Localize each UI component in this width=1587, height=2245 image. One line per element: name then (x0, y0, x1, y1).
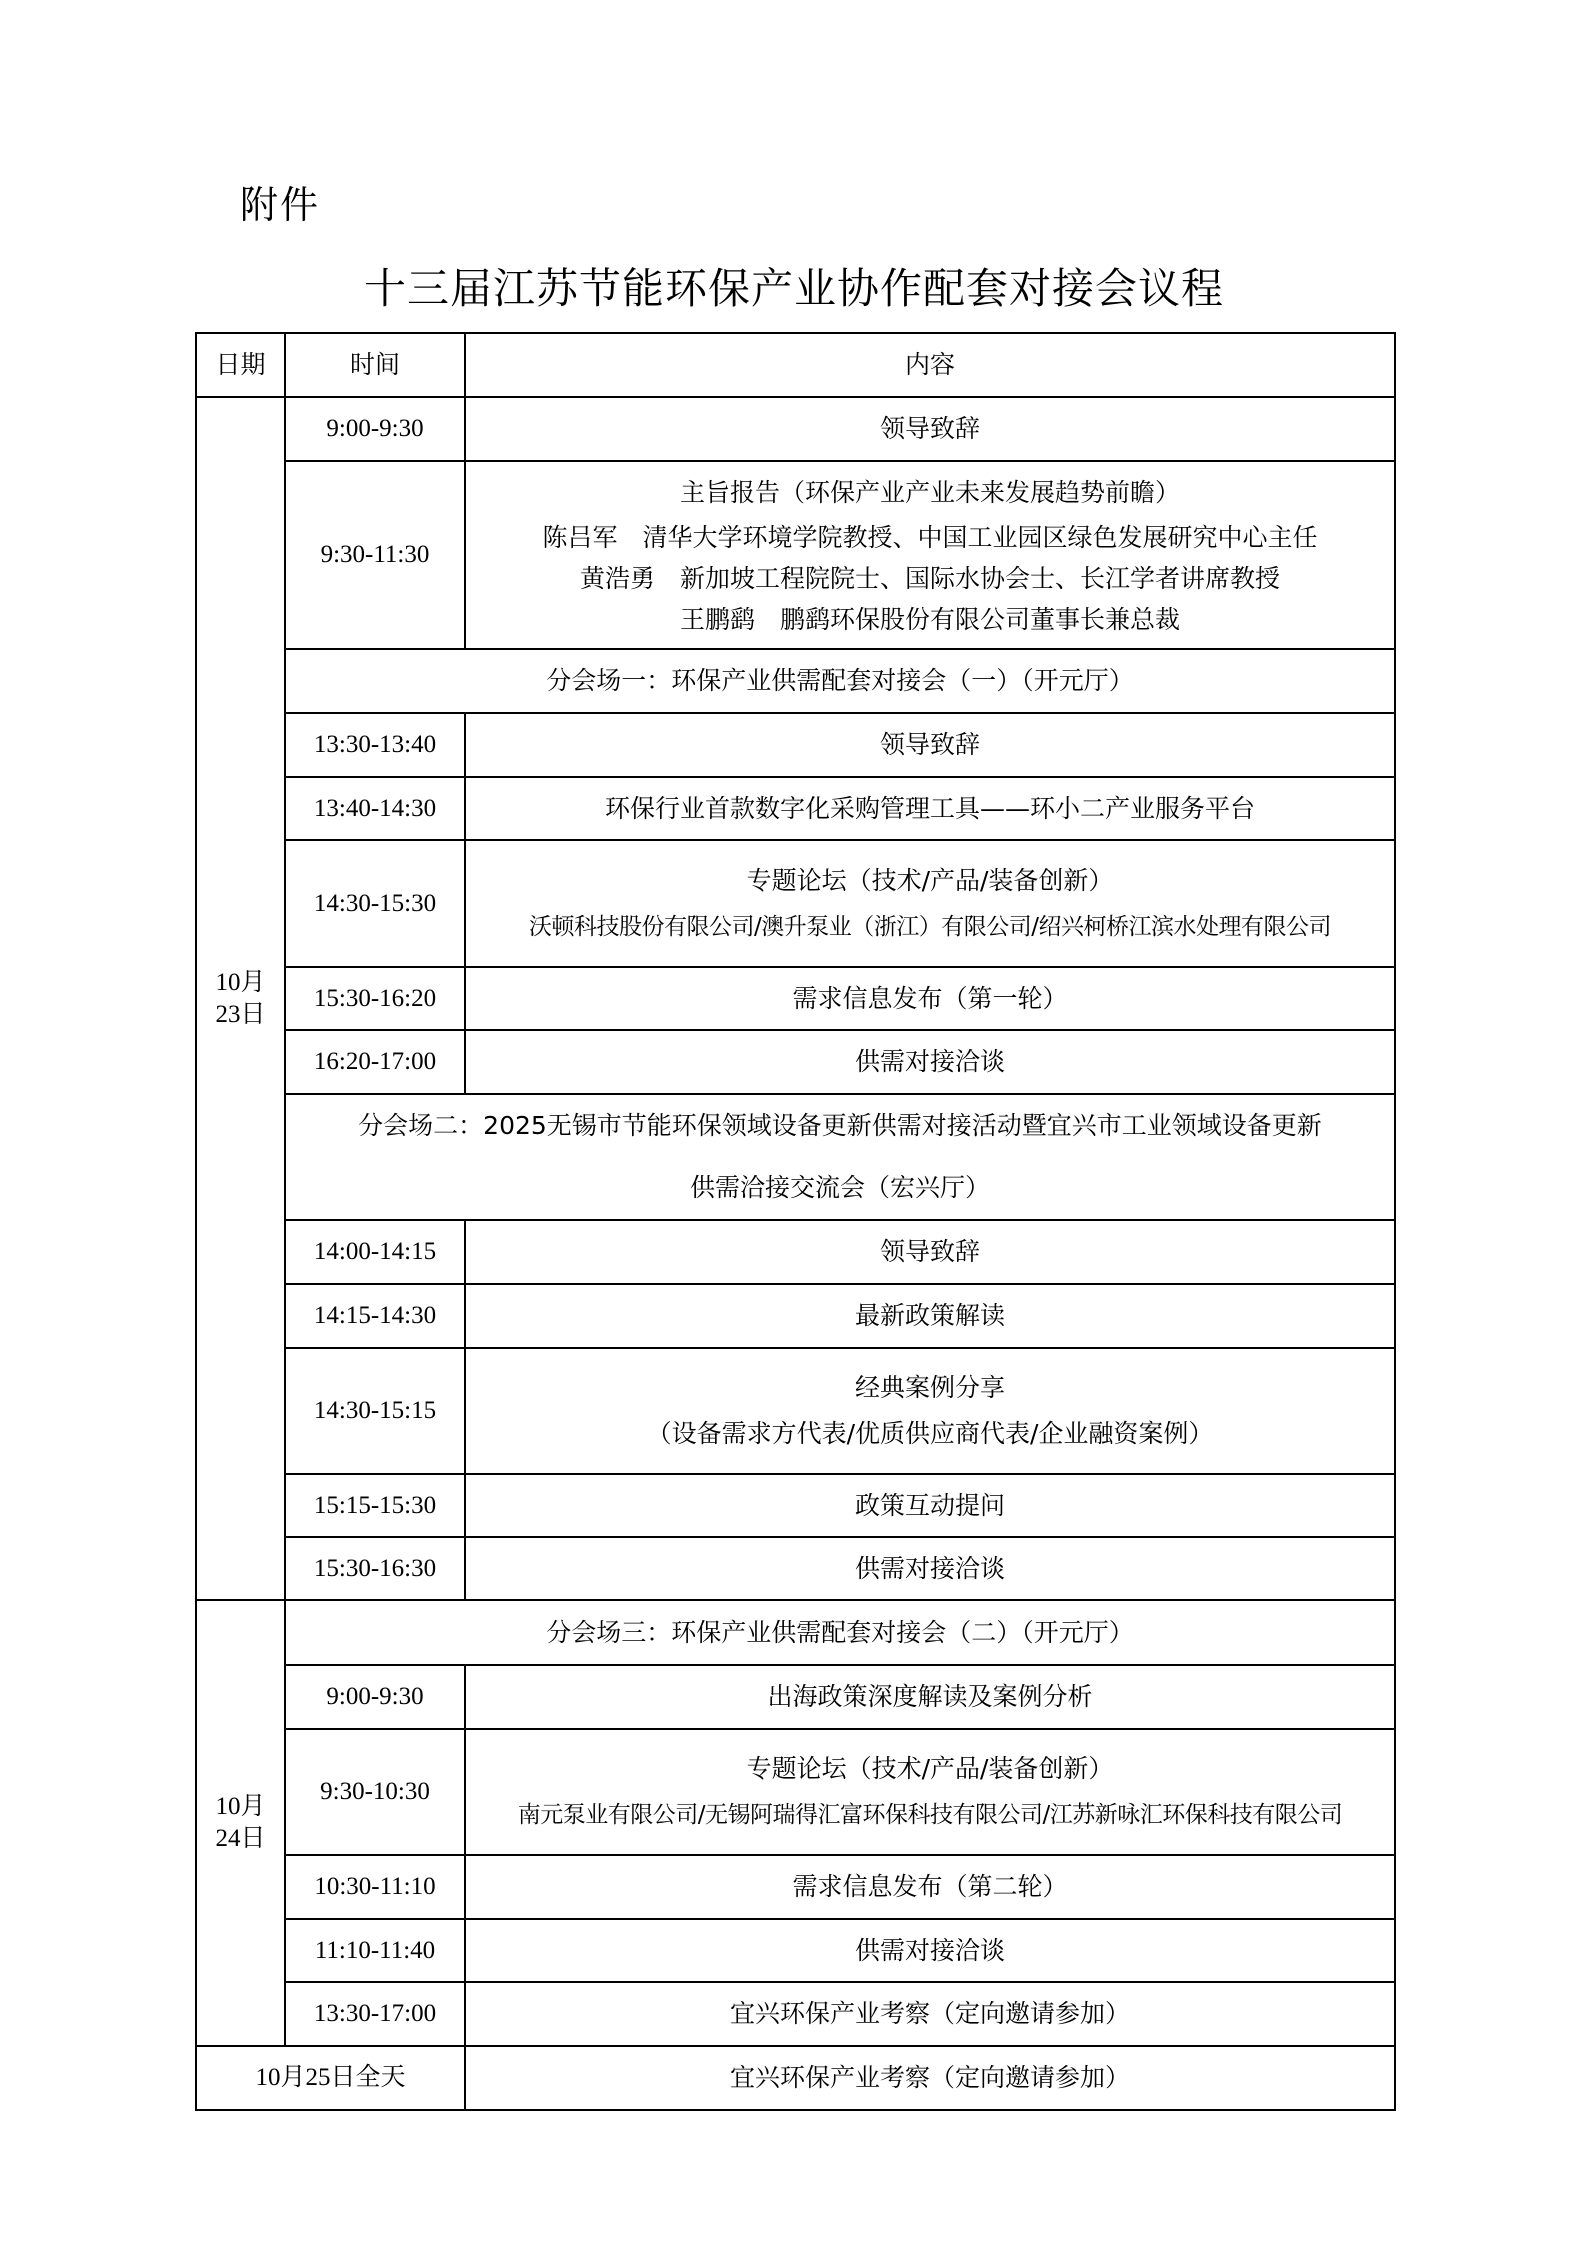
table-row (196, 2046, 1395, 2110)
content-text: 供需对接洽谈 (854, 1047, 1005, 1076)
date-month: 10月 (215, 968, 266, 996)
session-title: 分会场三：环保产业供需配套对接会（二）（开元厅） (546, 1617, 1134, 1647)
time-cell: 9:30-10:30 (285, 1729, 465, 1855)
time-cell: 13:30-17:00 (285, 1982, 465, 2046)
table-row (196, 1855, 1395, 1919)
content-cell (465, 1030, 1395, 1094)
content-cell (465, 1348, 1395, 1474)
content-cell (465, 1665, 1395, 1729)
time-cell: 14:30-15:30 (285, 840, 465, 967)
table-row (196, 840, 1395, 967)
content-cell (465, 461, 1395, 649)
table-row (196, 713, 1395, 777)
content-text: 供需对接洽谈 (854, 1935, 1005, 1965)
content-text: 专题论坛（技术/产品/装备创新） (746, 1754, 1114, 1783)
date-cell-day3: 10月25日全天 (196, 2046, 465, 2110)
content-cell (465, 1729, 1395, 1855)
content-cell (465, 1537, 1395, 1600)
content-cell (465, 1474, 1395, 1537)
company-list: 沃顿科技股份有限公司/澳升泵业（浙江）有限公司/绍兴柯桥江滨水处理有限公司 (529, 913, 1331, 940)
content-text: 宜兴环保产业考察（定向邀请参加） (729, 2063, 1130, 2092)
content-text: 领导致辞 (879, 730, 980, 759)
time-cell: 10:30-11:10 (285, 1855, 465, 1919)
content-subtext: （设备需求方代表/优质供应商代表/企业融资案例） (646, 1419, 1214, 1448)
time-cell: 15:30-16:20 (285, 967, 465, 1030)
content-cell (465, 1919, 1395, 1982)
header-time: 时间 (285, 333, 465, 397)
time-cell: 9:00-9:30 (285, 397, 465, 461)
table-row (196, 777, 1395, 840)
content-text: 政策互动提问 (854, 1490, 1005, 1520)
time-cell: 14:00-14:15 (285, 1220, 465, 1284)
content-text: 专题论坛（技术/产品/装备创新） (746, 865, 1114, 895)
speaker-line: 黄浩勇 新加坡工程院院士、国际水协会士、长江学者讲席教授 (579, 563, 1280, 593)
keynote-title: 主旨报告（环保产业产业未来发展趋势前瞻） (679, 477, 1180, 507)
content-text: 最新政策解读 (854, 1301, 1005, 1330)
speaker-line: 王鹏鹞 鹏鹞环保股份有限公司董事长兼总裁 (679, 604, 1180, 634)
content-cell (465, 967, 1395, 1030)
table-row (196, 1537, 1395, 1600)
content-text: 环保行业首款数字化采购管理工具——环小二产业服务平台 (604, 793, 1255, 823)
content-cell (465, 1982, 1395, 2046)
content-text: 需求信息发布（第二轮） (792, 1872, 1068, 1901)
table-row (196, 1284, 1395, 1348)
table-row (196, 1220, 1395, 1284)
time-cell: 14:30-15:15 (285, 1348, 465, 1474)
time-cell: 15:15-15:30 (285, 1474, 465, 1537)
session-heading (285, 1094, 1395, 1220)
session-row (196, 1600, 1395, 1665)
header-date: 日期 (196, 333, 285, 397)
content-text: 供需对接洽谈 (854, 1553, 1005, 1583)
content-cell (465, 1855, 1395, 1919)
content-text: 经典案例分享 (854, 1373, 1005, 1402)
content-text: 需求信息发布（第一轮） (792, 983, 1068, 1013)
table-row (196, 1348, 1395, 1474)
table-row (196, 1030, 1395, 1094)
content-cell (465, 840, 1395, 967)
session-title: 分会场一：环保产业供需配套对接会（一）（开元厅） (546, 666, 1134, 695)
content-cell (465, 777, 1395, 840)
content-cell (465, 1220, 1395, 1284)
table-row (196, 1919, 1395, 1982)
date-cell-day1 (196, 397, 285, 1600)
session-row (196, 1094, 1395, 1220)
attachment-label: 附件 (240, 183, 321, 227)
time-cell: 9:30-11:30 (285, 461, 465, 649)
content-text: 领导致辞 (879, 1237, 980, 1266)
content-cell (465, 397, 1395, 461)
table-row (196, 967, 1395, 1030)
session-title-cont: 供需洽接交流会（宏兴厅） (689, 1173, 990, 1202)
date-day: 23日 (215, 1000, 266, 1028)
table-row (196, 1982, 1395, 2046)
content-cell (465, 2046, 1395, 2110)
content-cell (465, 1284, 1395, 1348)
time-cell: 11:10-11:40 (285, 1919, 465, 1982)
table-row (196, 461, 1395, 649)
agenda-table (195, 332, 1396, 2111)
table-row (196, 1665, 1395, 1729)
content-text: 出海政策深度解读及案例分析 (767, 1682, 1093, 1711)
time-cell: 13:40-14:30 (285, 777, 465, 840)
table-row (196, 1729, 1395, 1855)
company-list: 南元泵业有限公司/无锡阿瑞得汇富环保科技有限公司/江苏新咏汇环保科技有限公司 (517, 1802, 1343, 1828)
content-text: 宜兴环保产业考察（定向邀请参加） (729, 1999, 1130, 2028)
date-month: 10月 (215, 1793, 266, 1820)
document-title: 十三届江苏节能环保产业协作配套对接会议程 (363, 264, 1224, 313)
session-row (196, 649, 1395, 713)
content-text: 领导致辞 (879, 414, 980, 443)
table-header-row (196, 333, 1395, 397)
time-cell: 13:30-13:40 (285, 713, 465, 777)
time-cell: 15:30-16:30 (285, 1537, 465, 1600)
time-cell: 14:15-14:30 (285, 1284, 465, 1348)
time-cell: 16:20-17:00 (285, 1030, 465, 1094)
header-content: 内容 (465, 333, 1395, 397)
session-heading (285, 649, 1395, 713)
date-cell-day2 (196, 1600, 285, 2046)
speaker-line: 陈吕军 清华大学环境学院教授、中国工业园区绿色发展研究中心主任 (542, 522, 1318, 552)
session-heading (285, 1600, 1395, 1665)
date-day: 24日 (215, 1825, 266, 1852)
table-row (196, 1474, 1395, 1537)
content-cell (465, 713, 1395, 777)
session-title: 分会场二：2025无锡市节能环保领域设备更新供需对接活动暨宜兴市工业领域设备更新 (358, 1111, 1322, 1140)
table-row (196, 397, 1395, 461)
time-cell: 9:00-9:30 (285, 1665, 465, 1729)
